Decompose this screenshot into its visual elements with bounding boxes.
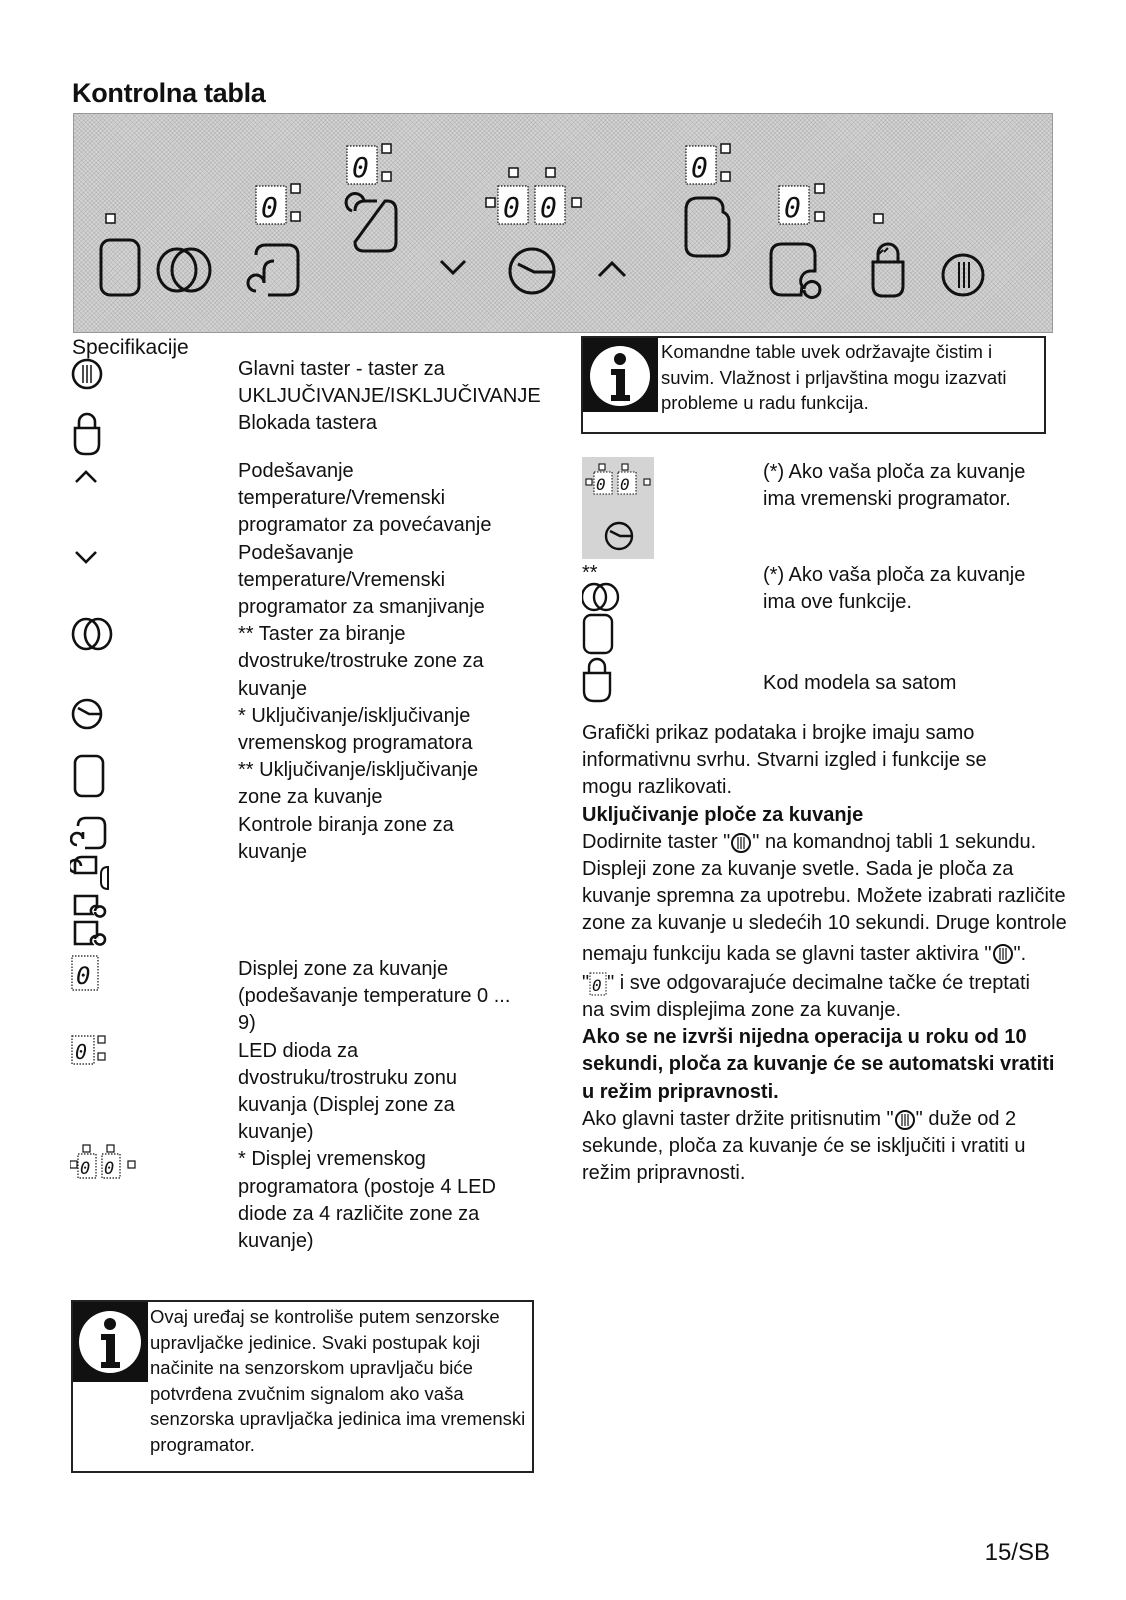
spec-line: Podešavanje	[238, 460, 354, 482]
spec-line: kuvanje	[238, 840, 307, 863]
spec-line: kuvanje)	[238, 1121, 314, 1144]
body-text	[582, 720, 1067, 1187]
spec-line: Displej zone za kuvanje	[238, 958, 449, 980]
spec-line: temperature/Vremenski	[238, 568, 446, 591]
zone-button	[101, 240, 139, 295]
spec-line: Blokada tastera	[238, 412, 377, 435]
bold-line: sekundi, ploča za kuvanje će se automatski vratiti	[582, 1053, 1055, 1076]
spec-line: ** Taster za biranje	[238, 623, 406, 646]
spec-line: kuvanja (Displej zone za	[238, 1094, 455, 1117]
spec-line: (podešavanje temperature 0 ...	[238, 985, 511, 1008]
text: "	[582, 971, 590, 994]
functions-note	[763, 562, 1025, 616]
paragraph-line	[582, 829, 1067, 856]
disclaimer-line: informativnu svrhu. Stvarni izgled i funkcije se	[582, 749, 987, 772]
timer-note	[763, 459, 1025, 513]
text: " na komandnoj tabli 1 sekundu.	[752, 830, 1037, 853]
power-icon	[992, 943, 1014, 965]
power-icon	[730, 832, 752, 854]
spec-line: programatora (postoje 4 LED	[238, 1175, 496, 1198]
svg-text:0: 0	[540, 191, 557, 224]
svg-text:0: 0	[784, 191, 801, 224]
svg-text:0: 0	[620, 475, 630, 494]
spec-line: ** Uključivanje/isključivanje	[238, 759, 479, 782]
spec-line: * Displej vremenskog	[238, 1148, 426, 1171]
spec-item-displays	[238, 956, 518, 1255]
zone-icon	[584, 615, 612, 653]
text: " duže od 2	[915, 1107, 1017, 1130]
control-panel-illustration	[73, 113, 1053, 333]
note-line: (*) Ako vaša ploča za kuvanje	[763, 564, 1026, 586]
stars-marker: **	[582, 562, 598, 584]
info-line: potvrđena zvučnim signalom ako vaša	[150, 1382, 464, 1404]
info-box-sensor	[71, 1300, 534, 1473]
text: nemaju funkciju kada se glavni taster aktivira "	[582, 942, 992, 965]
info-box-maintenance	[581, 336, 1046, 434]
clock-note: Kod modela sa satom	[763, 672, 957, 694]
disclaimer-line: mogu razlikovati.	[582, 776, 733, 799]
spec-line: LED dioda za	[238, 1039, 359, 1062]
info-line: Komandne table uvek održavajte čistim i	[661, 341, 993, 362]
display-digit: 0	[592, 975, 602, 995]
spec-line: dvostruku/trostruku zonu	[238, 1066, 457, 1089]
spec-item-adjust	[238, 458, 518, 866]
spec-line: Kontrole biranja zone za	[238, 813, 454, 836]
info-icon	[583, 338, 658, 412]
text: ".	[1013, 942, 1027, 965]
text: Dodirnite taster "	[582, 830, 731, 853]
zone-select-icon	[71, 818, 105, 848]
paragraph-line: na svim displejima zone za kuvanje.	[582, 999, 902, 1022]
spec-line: temperature/Vremenski	[238, 487, 446, 510]
svg-text:0: 0	[352, 151, 369, 184]
info-icon	[73, 1302, 148, 1382]
power-icon	[894, 1109, 916, 1131]
note-line: ima vremenski programator.	[763, 488, 1011, 511]
note-line: ima ove funkcije.	[763, 591, 912, 614]
text: " i sve odgovarajuće decimalne tačke će treptati	[607, 971, 1030, 994]
power-icon	[73, 360, 101, 388]
spec-line: diode za 4 različite zone za	[238, 1202, 480, 1225]
paragraph-line	[582, 941, 1067, 968]
spec-line: Glavni taster - taster za	[238, 358, 445, 380]
led-icon	[72, 1036, 105, 1064]
svg-text:0: 0	[691, 151, 708, 184]
spec-line: programator za smanjivanje	[238, 596, 485, 619]
svg-text:0: 0	[596, 475, 606, 494]
zone-display-icon	[589, 972, 607, 996]
spec-item-power	[238, 356, 541, 438]
dual-zone-icon	[73, 619, 111, 649]
led-indicators	[106, 144, 883, 223]
spec-line: Podešavanje	[238, 541, 354, 564]
paragraph-line: zone za kuvanje u sledećih 10 sekundi. Druge kontrole	[582, 912, 1067, 935]
lock-icon	[75, 414, 99, 454]
paragraph-line: kuvanje spremna za upotrebu. Možete izabrati različite	[582, 885, 1066, 908]
paragraph-line: Displeji zone za kuvanje svetle. Sada je ploča za	[582, 858, 1014, 881]
info-line: probleme u radu funkcija.	[661, 392, 869, 413]
chevron-down-icon	[76, 552, 96, 562]
bold-line: u režim pripravnosti.	[582, 1080, 779, 1103]
info-line: načinite na senzorskom upravljaču biće	[150, 1357, 473, 1378]
note-line: (*) Ako vaša ploča za kuvanje	[763, 461, 1026, 483]
info-line: upravljačke jedinice. Svaki postupak koji	[150, 1331, 481, 1353]
specifications-heading: Specifikacije	[72, 336, 189, 359]
zone-display-icon	[72, 956, 98, 990]
zone-select-variants-icon	[70, 857, 108, 945]
timer-display-icon	[70, 1145, 135, 1179]
info-line: suvim. Vlažnost i prljavština mogu izazvati	[661, 366, 1007, 388]
timer-panel-icon	[582, 457, 654, 559]
dual-zone-icon	[582, 584, 618, 610]
info-line: senzorska upravljačka jedinica ima vremenski	[150, 1408, 526, 1429]
svg-text:0: 0	[75, 1040, 88, 1064]
section-heading: Uključivanje ploče za kuvanje	[582, 803, 864, 826]
chevron-up-icon	[76, 472, 96, 482]
spec-line: * Uključivanje/isključivanje	[238, 704, 471, 727]
spec-line: dvostruke/trostruke zone za	[238, 650, 484, 673]
spec-line: kuvanje	[238, 677, 307, 700]
svg-text:0: 0	[261, 191, 278, 224]
spec-line: 9)	[238, 1012, 256, 1035]
info-line: Ovaj uređaj se kontroliše putem senzorske	[150, 1306, 500, 1327]
spec-line: vremenskog programatora	[238, 732, 473, 755]
spec-line: UKLJUČIVANJE/ISKLJUČIVANJE	[238, 385, 541, 408]
svg-text:0: 0	[104, 1159, 115, 1179]
timer-icon	[73, 700, 101, 728]
paragraph-line: režim pripravnosti.	[582, 1162, 746, 1185]
svg-text:0: 0	[80, 1159, 91, 1179]
info-line: programator.	[150, 1433, 255, 1455]
paragraph-line	[582, 1106, 1067, 1133]
disclaimer-line: Grafički prikaz podataka i brojke imaju samo	[582, 722, 975, 744]
svg-text:0: 0	[76, 962, 91, 990]
paragraph-line	[582, 970, 1067, 997]
text: Ako glavni taster držite pritisnutim "	[582, 1107, 894, 1130]
page-number: 15/SB	[984, 1539, 1050, 1566]
lock-icon	[584, 659, 610, 701]
page-title: Kontrolna tabla	[72, 78, 266, 108]
spec-line: kuvanje)	[238, 1230, 314, 1253]
paragraph-line: sekunde, ploča za kuvanje će se isključiti i vratiti u	[582, 1135, 1026, 1158]
spec-line: programator za povećavanje	[238, 514, 492, 537]
spec-line: zone za kuvanje	[238, 786, 383, 809]
svg-text:0: 0	[503, 191, 520, 224]
bold-line: Ako se ne izvrši nijedna operacija u roku od 10	[582, 1026, 1027, 1049]
zone-icon	[75, 756, 103, 796]
